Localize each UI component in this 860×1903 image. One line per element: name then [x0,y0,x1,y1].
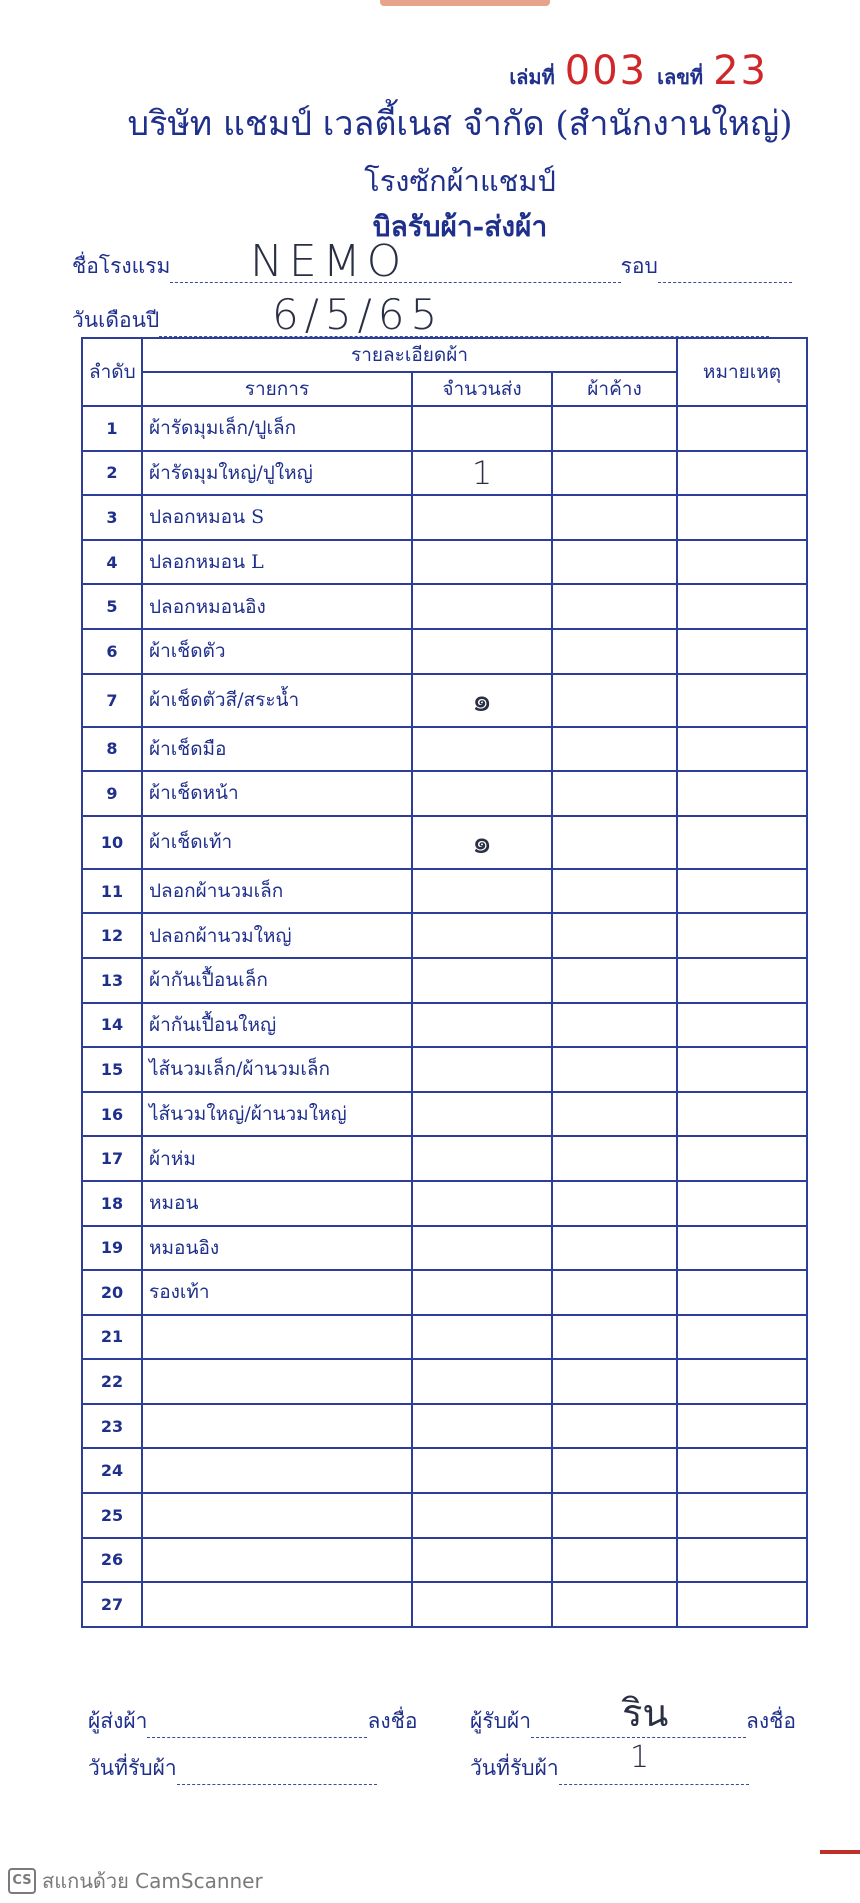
hotel-value: NEMO [250,236,408,287]
row-number: 13 [82,958,142,1003]
row-note[interactable] [677,1582,807,1627]
row-item: ผ้ากันเปื้อนใหญ่ [142,1003,412,1048]
row-number: 26 [82,1538,142,1583]
row-send-qty[interactable] [412,1092,552,1137]
row-number: 1 [82,406,142,451]
row-note[interactable] [677,771,807,816]
row-item: ผ้าเช็ดเท้า [142,816,412,869]
row-note[interactable] [677,1003,807,1048]
row-note[interactable] [677,1270,807,1315]
col-header-item: รายการ [142,372,412,406]
row-send-qty[interactable] [412,913,552,958]
row-item: ผ้าเช็ดตัวสี/สระน้ำ [142,674,412,727]
row-send-qty[interactable] [412,1047,552,1092]
table-row [82,1315,807,1360]
row-pending[interactable] [552,1359,677,1404]
row-number: 14 [82,1003,142,1048]
sender-date-label: วันที่รับผ้า [88,1756,177,1780]
row-note[interactable] [677,913,807,958]
row-send-qty[interactable] [412,1582,552,1627]
red-edge-mark [820,1850,860,1854]
row-pending[interactable] [552,771,677,816]
row-item: ปลอกผ้านวมใหญ่ [142,913,412,958]
row-note[interactable] [677,1181,807,1226]
book-label: เล่มที่ [509,65,555,89]
row-item [142,1359,412,1404]
row-note[interactable] [677,1226,807,1271]
row-send-qty[interactable]: ๑ [412,816,552,869]
table-row [82,1359,807,1404]
row-send-qty[interactable] [412,1136,552,1181]
receiver-date-row [470,1752,749,1785]
row-note[interactable] [677,1047,807,1092]
row-item: ไส้นวมใหญ่/ผ้านวมใหญ่ [142,1092,412,1137]
row-number: 27 [82,1582,142,1627]
table-row [82,1226,807,1271]
date-value: 6/5/65 [272,290,444,339]
row-item: ผ้าเช็ดตัว [142,629,412,674]
row-note[interactable] [677,1136,807,1181]
row-pending[interactable] [552,540,677,585]
row-item: ปลอกผ้านวมเล็ก [142,869,412,914]
table-row [82,540,807,585]
company-name: บริษัท แชมป์ เวลตี้เนส จำกัด (สำนักงานใหญ่) [127,104,793,144]
row-item [142,1315,412,1360]
row-pending[interactable] [552,629,677,674]
receiver-sign-label: ลงชื่อ [746,1709,797,1733]
row-pending[interactable] [552,584,677,629]
table-row [82,1404,807,1449]
table-row [82,1092,807,1137]
col-header-note: หมายเหตุ [677,338,807,406]
row-send-qty[interactable] [412,1538,552,1583]
row-pending[interactable] [552,1270,677,1315]
table-row [82,958,807,1003]
table-row [82,869,807,914]
camscanner-watermark [8,1865,263,1897]
row-pending[interactable] [552,1226,677,1271]
row-item: ผ้ากันเปื้อนเล็ก [142,958,412,1003]
row-send-qty[interactable] [412,958,552,1003]
row-pending[interactable] [552,1315,677,1360]
row-pending[interactable] [552,913,677,958]
table-row [82,1538,807,1583]
row-send-qty[interactable] [412,1493,552,1538]
row-send-qty[interactable] [412,1003,552,1048]
row-pending[interactable] [552,869,677,914]
row-pending[interactable] [552,1538,677,1583]
row-note[interactable] [677,629,807,674]
row-item: ผ้าเช็ดมือ [142,727,412,772]
table-row [82,771,807,816]
row-pending[interactable] [552,1493,677,1538]
row-note[interactable] [677,1538,807,1583]
row-send-qty[interactable] [412,771,552,816]
row-number: 23 [82,1404,142,1449]
row-number: 5 [82,584,142,629]
row-pending[interactable] [552,451,677,496]
row-pending[interactable] [552,816,677,869]
top-edge-strip [380,0,550,6]
row-note[interactable] [677,1315,807,1360]
table-row [82,1582,807,1627]
row-item: ปลอกหมอน L [142,540,412,585]
hotel-label: ชื่อโรงแรม [72,254,171,278]
table-row [82,1181,807,1226]
row-send-qty[interactable] [412,1181,552,1226]
row-send-qty[interactable] [412,1359,552,1404]
row-number: 16 [82,1092,142,1137]
table-row [82,406,807,451]
camscanner-text: สแกนด้วย CamScanner [42,1869,263,1893]
sender-date-line[interactable] [177,1783,377,1785]
row-number: 17 [82,1136,142,1181]
row-send-qty[interactable] [412,1315,552,1360]
col-header-group: รายละเอียดผ้า [142,338,677,372]
col-header-no: ลำดับ [82,338,142,406]
row-number: 18 [82,1181,142,1226]
row-item [142,1448,412,1493]
row-send-qty[interactable] [412,1226,552,1271]
round-dotted-line[interactable] [658,281,792,283]
sender-label: ผู้ส่งผ้า [88,1709,148,1733]
row-note[interactable] [677,495,807,540]
row-number: 15 [82,1047,142,1092]
row-number: 8 [82,727,142,772]
plant-name: โรงซักผ้าแชมป์ [364,164,556,198]
table-row [82,816,807,869]
table-row [82,1270,807,1315]
row-item: ผ้าเช็ดหน้า [142,771,412,816]
row-item: ไส้นวมเล็ก/ผ้านวมเล็ก [142,1047,412,1092]
row-note[interactable] [677,958,807,1003]
row-item: ผ้ารัดมุมใหญ่/ปูใหญ่ [142,451,412,496]
row-number: 2 [82,451,142,496]
row-note[interactable] [677,1493,807,1538]
row-note[interactable] [677,1092,807,1137]
receiver-label: ผู้รับผ้า [470,1709,532,1733]
table-row [82,1136,807,1181]
row-note[interactable] [677,727,807,772]
row-item: รองเท้า [142,1270,412,1315]
table-row [82,584,807,629]
table-row [82,727,807,772]
row-note[interactable] [677,451,807,496]
table-row [82,1448,807,1493]
row-number: 6 [82,629,142,674]
sender-sign-label: ลงชื่อ [367,1709,418,1733]
row-number: 4 [82,540,142,585]
row-number: 3 [82,495,142,540]
row-pending[interactable] [552,1003,677,1048]
laundry-table [81,337,808,1628]
row-pending[interactable] [552,1181,677,1226]
row-note[interactable] [677,540,807,585]
table-row [82,1047,807,1092]
date-label: วันเดือนปี [72,308,160,332]
receiver-date-label: วันที่รับผ้า [470,1756,559,1780]
row-note[interactable] [677,1404,807,1449]
table-row [82,913,807,958]
row-pending[interactable] [552,1047,677,1092]
row-send-qty[interactable] [412,629,552,674]
row-item: ผ้าห่ม [142,1136,412,1181]
row-pending[interactable] [552,1448,677,1493]
row-pending[interactable] [552,1404,677,1449]
row-pending[interactable] [552,495,677,540]
row-number: 24 [82,1448,142,1493]
row-note[interactable] [677,1359,807,1404]
row-number: 19 [82,1226,142,1271]
row-item [142,1404,412,1449]
row-number: 21 [82,1315,142,1360]
row-send-qty[interactable] [412,495,552,540]
row-note[interactable] [677,406,807,451]
document-title: บิลรับผ้า-ส่งผ้า [372,210,548,243]
row-send-qty[interactable] [412,869,552,914]
row-number: 11 [82,869,142,914]
row-send-qty[interactable] [412,1404,552,1449]
round-label: รอบ [620,254,658,278]
row-item: หมอน [142,1181,412,1226]
document-number: 23 [713,48,768,94]
row-send-qty[interactable]: ๑ [412,674,552,727]
row-pending[interactable] [552,1136,677,1181]
row-item: หมอนอิง [142,1226,412,1271]
row-note[interactable] [677,584,807,629]
receiver-date-line[interactable] [559,1783,749,1785]
row-send-qty[interactable] [412,540,552,585]
sender-sign-line[interactable] [147,1736,367,1738]
table-row [82,1003,807,1048]
camscanner-logo-icon: CS [8,1868,36,1894]
book-number-line [509,48,768,94]
row-note[interactable] [677,674,807,727]
row-number: 12 [82,913,142,958]
row-pending[interactable] [552,1582,677,1627]
receiver-signature: ริน [622,1691,669,1735]
number-label: เลขที่ [657,65,704,89]
row-number: 20 [82,1270,142,1315]
col-header-pending: ผ้าค้าง [552,372,677,406]
table-row [82,1493,807,1538]
row-pending[interactable] [552,727,677,772]
table-row [82,451,807,496]
sender-row [88,1705,417,1738]
table-row [82,674,807,727]
row-note[interactable] [677,816,807,869]
row-send-qty[interactable] [412,1448,552,1493]
book-number: 003 [564,48,648,94]
row-number: 22 [82,1359,142,1404]
row-item [142,1493,412,1538]
row-note[interactable] [677,1448,807,1493]
col-header-send: จำนวนส่ง [412,372,552,406]
row-send-qty[interactable]: 1 [412,451,552,496]
row-item [142,1538,412,1583]
hotel-field-row [72,250,792,283]
receiver-date-value: 1 [630,1740,650,1775]
row-number: 10 [82,816,142,869]
row-item: ผ้ารัดมุมเล็ก/ปูเล็ก [142,406,412,451]
table-row [82,629,807,674]
row-send-qty[interactable] [412,584,552,629]
row-item: ปลอกหมอนอิง [142,584,412,629]
row-item: ปลอกหมอน S [142,495,412,540]
row-number: 9 [82,771,142,816]
row-number: 7 [82,674,142,727]
row-pending[interactable] [552,958,677,1003]
row-item [142,1582,412,1627]
row-pending[interactable] [552,674,677,727]
row-send-qty[interactable] [412,406,552,451]
row-pending[interactable] [552,406,677,451]
row-send-qty[interactable] [412,1270,552,1315]
row-note[interactable] [677,869,807,914]
row-number: 25 [82,1493,142,1538]
row-pending[interactable] [552,1092,677,1137]
row-send-qty[interactable] [412,727,552,772]
sender-date-row [88,1752,377,1785]
table-row [82,495,807,540]
